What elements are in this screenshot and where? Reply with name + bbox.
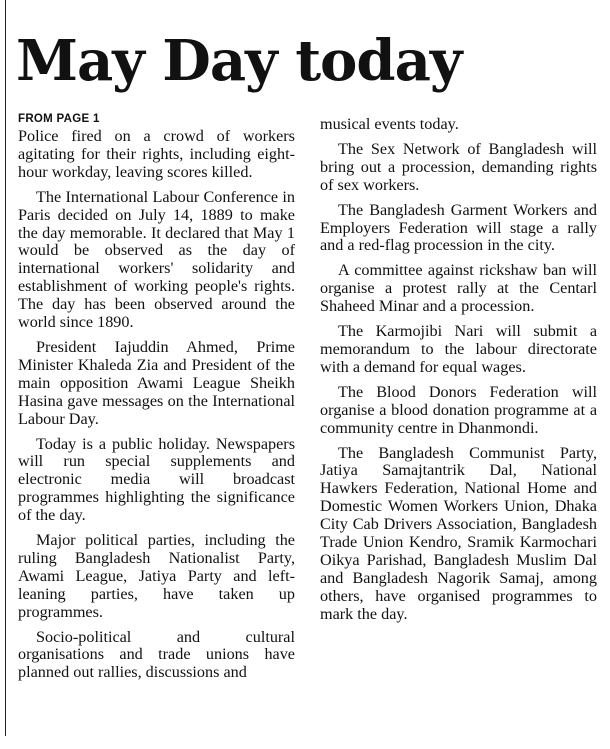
article-column-left xyxy=(18,112,295,689)
paragraph: The Sex Network of Bangladesh will bring out a procession, demanding rights of sex workers. xyxy=(320,139,597,194)
headline: May Day today xyxy=(16,28,462,94)
left-border-rule xyxy=(5,0,6,736)
paragraph: The International Labour Conference in Paris decided on July 14, 1889 to make the day memorable. It declared that May 1 would be observed as the day of international workers' solidarity and establishment of working people's rights. The day has been observed around the world since 1890. xyxy=(18,187,295,332)
paragraph: Socio-political and cultural organisations and trade unions have planned out rallies, discussions and xyxy=(18,627,295,682)
paragraph: The Bangladesh Garment Workers and Employers Federation will stage a rally and a red-flag procession in the city. xyxy=(320,200,597,255)
paragraph: President Iajuddin Ahmed, Prime Minister Khaleda Zia and President of the main opposition Awami League Sheikh Hasina gave messages on the International Labour Day. xyxy=(18,337,295,428)
article-column-right xyxy=(320,116,597,631)
paragraph: Today is a public holiday. Newspapers will run special supplements and electronic media will broadcast programmes highlighting the significance of the day. xyxy=(18,434,295,525)
paragraph: The Karmojibi Nari will submit a memorandum to the labour directorate with a demand for equal wages. xyxy=(320,322,597,376)
kicker-from-page: FROM PAGE 1 xyxy=(18,113,100,125)
paragraph: Major political parties, including the ruling Bangladesh Nationalist Party, Awami League, Jatiya Party and left-leaning parties, have taken up programmes. xyxy=(18,531,295,621)
paragraph: The Blood Donors Federation will organise a blood donation programme at a community centre in Dhanmondi. xyxy=(320,382,597,437)
paragraph-continued: musical events today. xyxy=(320,115,459,133)
paragraph: Police fired on a crowd of workers agitating for their rights, including eight-hour workday, leaving scores killed. xyxy=(18,127,295,181)
paragraph: The Bangladesh Communist Party, Jatiya Samajtantrik Dal, National Hawkers Federation, National Home and Domestic Women Workers Union, Dhaka City Cab Drivers Association, Bangladesh Trade Union Kendro, Sramik Karmochari Oikya Parishad, Bangladesh Muslim Dal and Bangladesh Nagorik Samaj, among others, have organised programmes to mark the day. xyxy=(320,443,597,623)
paragraph: A committee against rickshaw ban will organise a protest rally at the Centarl Shaheed Minar and a procession. xyxy=(320,261,597,316)
